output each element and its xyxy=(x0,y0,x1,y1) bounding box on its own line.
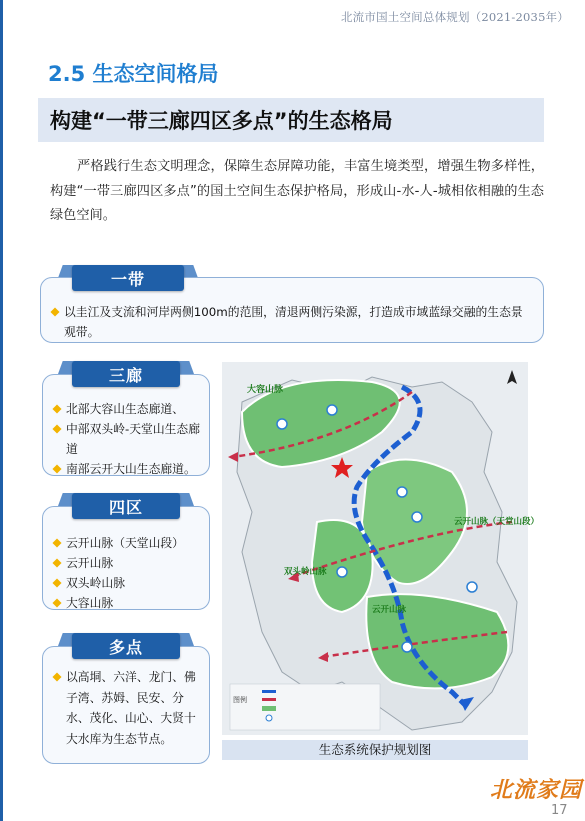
diamond-bullet-icon xyxy=(52,424,61,433)
diamond-bullet-icon xyxy=(52,672,61,681)
reservoir-node-icon xyxy=(397,487,407,497)
intro-paragraph: 严格践行生态文明理念，保障生态屏障功能，丰富生境类型，增强生物多样性，构建“一带三廊四区多点”的国土空间生态保护格局，形成山-水-人-城相依相融的生态绿色空间。 xyxy=(50,159,544,223)
diamond-bullet-icon xyxy=(52,464,61,473)
reservoir-node-icon xyxy=(467,582,477,592)
beiliu-logo: 北流家园 xyxy=(490,778,583,803)
reservoir-node-icon xyxy=(337,567,347,577)
diamond-bullet-icon xyxy=(50,307,59,316)
map-caption-bar xyxy=(222,740,528,760)
duodian-box xyxy=(42,646,210,764)
legend-title: 图例 xyxy=(233,696,247,704)
legend-river-swatch xyxy=(262,690,276,693)
sanlang-item xyxy=(53,399,203,419)
legend-node-swatch xyxy=(266,715,272,721)
yunkai-label: 云开山脉 xyxy=(372,605,407,615)
siqu-item-text: 云开山脉（天堂山段） xyxy=(66,536,184,550)
map-legend xyxy=(230,684,380,730)
sanlang-item-text: 南部云开大山生态廊道。 xyxy=(66,462,196,476)
yidai-item xyxy=(51,302,531,342)
left-accent-bar xyxy=(0,0,3,821)
reservoir-node-icon xyxy=(277,419,287,429)
tiantang-label: 云开山脉（天堂山段） xyxy=(454,517,540,527)
siqu-box xyxy=(42,506,210,610)
yidai-title: 一带 xyxy=(72,265,184,291)
sanlang-box xyxy=(42,374,210,476)
legend-corridor-swatch xyxy=(262,698,276,701)
siqu-item-text: 双头岭山脉 xyxy=(66,576,125,590)
shuangtouling-label: 双头岭山脉 xyxy=(284,567,327,577)
duodian-item-text: 以高垌、六洋、龙门、佛子湾、苏姆、民安、分水、茂化、山心、大贤十大水库为生态节点。 xyxy=(66,670,196,746)
diamond-bullet-icon xyxy=(52,578,61,587)
duodian-item xyxy=(53,667,203,749)
sanlang-item-text: 北部大容山生态廊道、 xyxy=(66,402,184,416)
diamond-bullet-icon xyxy=(52,598,61,607)
page-number: 17 xyxy=(551,803,568,818)
shuangtouling-zone xyxy=(312,520,373,612)
diamond-bullet-icon xyxy=(52,404,61,413)
diamond-bullet-icon xyxy=(52,558,61,567)
darongshan-label: 大容山脉 xyxy=(247,385,284,395)
banner-title: 构建“一带三廊四区多点”的生态格局 xyxy=(50,109,393,133)
map-svg xyxy=(222,362,540,735)
siqu-item xyxy=(53,553,203,573)
legend-zone-swatch xyxy=(262,706,276,711)
sanlang-title: 三廊 xyxy=(72,361,180,387)
reservoir-node-icon xyxy=(327,405,337,415)
sanlang-item-text: 中部双头岭-天堂山生态廊道 xyxy=(66,422,201,456)
banner xyxy=(38,98,544,142)
ecological-map xyxy=(222,362,540,735)
siqu-item xyxy=(53,533,203,553)
siqu-item-text: 云开山脉 xyxy=(66,556,114,570)
reservoir-node-icon xyxy=(402,642,412,652)
duodian-title: 多点 xyxy=(72,633,180,659)
siqu-item-text: 大容山脉 xyxy=(66,596,114,610)
diamond-bullet-icon xyxy=(52,538,61,547)
siqu-title: 四区 xyxy=(72,493,180,519)
map-caption: 生态系统保护规划图 xyxy=(318,742,432,757)
running-header: 北流市国土空间总体规划（2021-2035年） xyxy=(340,10,569,24)
yidai-item-text: 以圭江及支流和河岸两侧100m的范围，清退两侧污染源，打造成市域蓝绿交融的生态景观带。 xyxy=(64,305,523,339)
reservoir-node-icon xyxy=(412,512,422,522)
sanlang-item xyxy=(53,459,203,479)
siqu-item xyxy=(53,593,203,613)
section-title: 2.5 生态空间格局 xyxy=(48,62,219,86)
siqu-item xyxy=(53,573,203,593)
sanlang-item xyxy=(53,419,203,459)
